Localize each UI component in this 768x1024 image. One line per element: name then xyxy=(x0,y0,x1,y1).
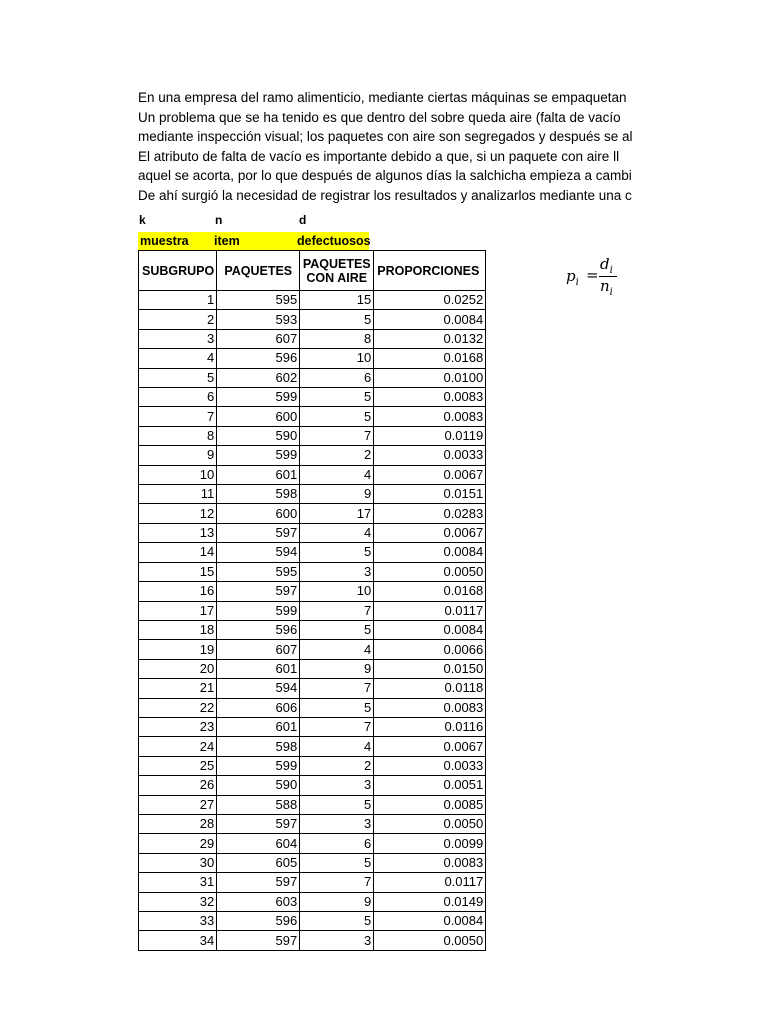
cell-subgrupo: 20 xyxy=(139,659,217,678)
proportion-formula xyxy=(566,255,626,297)
table-row xyxy=(139,698,486,717)
cell-paquetes: 602 xyxy=(217,368,300,387)
cell-paquetes: 596 xyxy=(217,349,300,368)
cell-paquetes-con-aire: 3 xyxy=(300,931,374,950)
cell-proporcion: 0.0168 xyxy=(374,349,486,368)
cell-paquetes: 594 xyxy=(217,679,300,698)
formula-numerator: $d_i$ xyxy=(600,255,613,276)
table-row xyxy=(139,912,486,931)
table-row xyxy=(139,310,486,329)
cell-proporcion: 0.0083 xyxy=(374,698,486,717)
cell-subgrupo: 32 xyxy=(139,892,217,911)
cell-subgrupo: 28 xyxy=(139,814,217,833)
cell-paquetes-con-aire: 2 xyxy=(300,446,374,465)
table-row xyxy=(139,562,486,581)
cell-paquetes-con-aire: 4 xyxy=(300,465,374,484)
cell-proporcion: 0.0149 xyxy=(374,892,486,911)
cell-paquetes-con-aire: 6 xyxy=(300,834,374,853)
cell-proporcion: 0.0283 xyxy=(374,504,486,523)
table-row xyxy=(139,582,486,601)
cell-proporcion: 0.0033 xyxy=(374,756,486,775)
cell-paquetes-con-aire: 3 xyxy=(300,776,374,795)
cell-proporcion: 0.0083 xyxy=(374,407,486,426)
cell-paquetes: 601 xyxy=(217,717,300,736)
table-row xyxy=(139,504,486,523)
cell-paquetes: 597 xyxy=(217,931,300,950)
cell-paquetes-con-aire: 5 xyxy=(300,388,374,407)
cell-paquetes: 599 xyxy=(217,601,300,620)
cell-paquetes-con-aire: 7 xyxy=(300,426,374,445)
cell-proporcion: 0.0100 xyxy=(374,368,486,387)
cell-subgrupo: 21 xyxy=(139,679,217,698)
cell-paquetes: 607 xyxy=(217,329,300,348)
cell-proporcion: 0.0050 xyxy=(374,814,486,833)
cell-paquetes-con-aire: 5 xyxy=(300,853,374,872)
cell-paquetes: 598 xyxy=(217,485,300,504)
cell-paquetes: 600 xyxy=(217,504,300,523)
table-row xyxy=(139,679,486,698)
cell-proporcion: 0.0066 xyxy=(374,640,486,659)
cell-subgrupo: 7 xyxy=(139,407,217,426)
header-paquetes-con-aire: PAQUETES CON AIRE xyxy=(300,251,374,291)
cell-subgrupo: 27 xyxy=(139,795,217,814)
cell-paquetes-con-aire: 4 xyxy=(300,640,374,659)
cell-paquetes-con-aire: 5 xyxy=(300,407,374,426)
cell-paquetes-con-aire: 15 xyxy=(300,291,374,310)
cell-proporcion: 0.0151 xyxy=(374,485,486,504)
cell-paquetes: 599 xyxy=(217,446,300,465)
cell-paquetes: 604 xyxy=(217,834,300,853)
cell-paquetes: 594 xyxy=(217,543,300,562)
cell-paquetes-con-aire: 9 xyxy=(300,659,374,678)
cell-paquetes: 606 xyxy=(217,698,300,717)
cell-proporcion: 0.0050 xyxy=(374,562,486,581)
cell-subgrupo: 1 xyxy=(139,291,217,310)
cell-subgrupo: 2 xyxy=(139,310,217,329)
table-row xyxy=(139,349,486,368)
cell-paquetes: 601 xyxy=(217,659,300,678)
table-row xyxy=(139,485,486,504)
table-row xyxy=(139,446,486,465)
cell-paquetes-con-aire: 7 xyxy=(300,679,374,698)
cell-paquetes-con-aire: 5 xyxy=(300,795,374,814)
cell-paquetes-con-aire: 5 xyxy=(300,543,374,562)
cell-paquetes: 595 xyxy=(217,562,300,581)
cell-paquetes-con-aire: 5 xyxy=(300,698,374,717)
cell-proporcion: 0.0084 xyxy=(374,310,486,329)
table-row xyxy=(139,795,486,814)
data-table xyxy=(138,250,486,951)
table-row xyxy=(139,465,486,484)
table-row xyxy=(139,426,486,445)
formula-lhs: $p_i$ xyxy=(566,267,579,288)
cell-paquetes: 595 xyxy=(217,291,300,310)
intro-line: mediante inspección visual; los paquetes con aire son segregados y después se al xyxy=(138,129,633,144)
cell-paquetes-con-aire: 5 xyxy=(300,310,374,329)
cell-paquetes: 601 xyxy=(217,465,300,484)
table-row xyxy=(139,368,486,387)
table-row xyxy=(139,717,486,736)
cell-paquetes: 597 xyxy=(217,873,300,892)
table-row xyxy=(139,388,486,407)
table-row xyxy=(139,523,486,542)
cell-paquetes: 597 xyxy=(217,582,300,601)
cell-proporcion: 0.0084 xyxy=(374,543,486,562)
table-row xyxy=(139,776,486,795)
cell-proporcion: 0.0067 xyxy=(374,523,486,542)
cell-subgrupo: 25 xyxy=(139,756,217,775)
cell-paquetes: 599 xyxy=(217,756,300,775)
cell-paquetes-con-aire: 8 xyxy=(300,329,374,348)
cell-subgrupo: 14 xyxy=(139,543,217,562)
cell-proporcion: 0.0085 xyxy=(374,795,486,814)
formula-equals: = xyxy=(586,266,599,284)
cell-subgrupo: 19 xyxy=(139,640,217,659)
cell-proporcion: 0.0084 xyxy=(374,912,486,931)
cell-paquetes: 598 xyxy=(217,737,300,756)
table-row xyxy=(139,659,486,678)
table-row xyxy=(139,756,486,775)
letter-n: n xyxy=(215,213,223,227)
cell-subgrupo: 22 xyxy=(139,698,217,717)
table-row xyxy=(139,834,486,853)
cell-paquetes: 590 xyxy=(217,776,300,795)
cell-subgrupo: 31 xyxy=(139,873,217,892)
cell-subgrupo: 29 xyxy=(139,834,217,853)
cell-paquetes-con-aire: 7 xyxy=(300,717,374,736)
cell-subgrupo: 24 xyxy=(139,737,217,756)
cell-subgrupo: 13 xyxy=(139,523,217,542)
table-row xyxy=(139,407,486,426)
cell-proporcion: 0.0083 xyxy=(374,853,486,872)
table-row xyxy=(139,853,486,872)
cell-paquetes-con-aire: 5 xyxy=(300,620,374,639)
header-paquetes: PAQUETES xyxy=(217,251,300,291)
cell-proporcion: 0.0150 xyxy=(374,659,486,678)
cell-subgrupo: 33 xyxy=(139,912,217,931)
cell-paquetes-con-aire: 2 xyxy=(300,756,374,775)
cell-paquetes: 603 xyxy=(217,892,300,911)
cell-paquetes-con-aire: 3 xyxy=(300,562,374,581)
cell-paquetes-con-aire: 5 xyxy=(300,912,374,931)
letter-d: d xyxy=(299,213,307,227)
cell-proporcion: 0.0083 xyxy=(374,388,486,407)
cell-proporcion: 0.0132 xyxy=(374,329,486,348)
cell-paquetes: 597 xyxy=(217,523,300,542)
cell-subgrupo: 12 xyxy=(139,504,217,523)
cell-paquetes: 596 xyxy=(217,912,300,931)
cell-subgrupo: 16 xyxy=(139,582,217,601)
highlighted-labels xyxy=(138,232,369,250)
intro-line: De ahí surgió la necesidad de registrar los resultados y analizarlos mediante una c xyxy=(138,187,632,203)
label-muestra: muestra xyxy=(140,234,189,248)
cell-proporcion: 0.0051 xyxy=(374,776,486,795)
cell-subgrupo: 30 xyxy=(139,853,217,872)
cell-subgrupo: 15 xyxy=(139,562,217,581)
cell-subgrupo: 5 xyxy=(139,368,217,387)
table-row xyxy=(139,931,486,950)
cell-subgrupo: 3 xyxy=(139,329,217,348)
cell-proporcion: 0.0050 xyxy=(374,931,486,950)
table-row xyxy=(139,814,486,833)
cell-paquetes-con-aire: 7 xyxy=(300,601,374,620)
cell-subgrupo: 34 xyxy=(139,931,217,950)
formula-denominator: $n_i$ xyxy=(600,277,613,298)
cell-proporcion: 0.0119 xyxy=(374,426,486,445)
cell-paquetes: 600 xyxy=(217,407,300,426)
table-row xyxy=(139,640,486,659)
cell-subgrupo: 17 xyxy=(139,601,217,620)
cell-paquetes: 590 xyxy=(217,426,300,445)
cell-paquetes: 607 xyxy=(217,640,300,659)
letter-k: k xyxy=(139,213,146,227)
label-defectuosos: defectuosos xyxy=(297,234,371,248)
cell-proporcion: 0.0084 xyxy=(374,620,486,639)
cell-proporcion: 0.0033 xyxy=(374,446,486,465)
intro-line: Un problema que se ha tenido es que dentro del sobre queda aire (falta de vacío xyxy=(138,109,621,125)
table-row xyxy=(139,892,486,911)
header-subgrupo: SUBGRUPO xyxy=(139,251,217,291)
cell-paquetes-con-aire: 9 xyxy=(300,892,374,911)
cell-proporcion: 0.0067 xyxy=(374,737,486,756)
cell-proporcion: 0.0117 xyxy=(374,873,486,892)
cell-paquetes: 605 xyxy=(217,853,300,872)
cell-subgrupo: 26 xyxy=(139,776,217,795)
table-row xyxy=(139,291,486,310)
cell-proporcion: 0.0067 xyxy=(374,465,486,484)
cell-subgrupo: 18 xyxy=(139,620,217,639)
cell-paquetes: 593 xyxy=(217,310,300,329)
cell-proporcion: 0.0118 xyxy=(374,679,486,698)
cell-paquetes: 588 xyxy=(217,795,300,814)
cell-proporcion: 0.0099 xyxy=(374,834,486,853)
header-proporciones: PROPORCIONES xyxy=(374,251,486,291)
cell-proporcion: 0.0168 xyxy=(374,582,486,601)
intro-line: aquel se acorta, por lo que después de algunos días la salchicha empieza a cambi xyxy=(138,168,632,183)
cell-paquetes-con-aire: 7 xyxy=(300,873,374,892)
intro-line: El atributo de falta de vacío es importante debido a que, si un paquete con aire ll xyxy=(138,148,620,164)
cell-paquetes-con-aire: 6 xyxy=(300,368,374,387)
cell-paquetes-con-aire: 3 xyxy=(300,814,374,833)
header-row xyxy=(139,251,486,291)
cell-subgrupo: 4 xyxy=(139,349,217,368)
cell-paquetes-con-aire: 10 xyxy=(300,349,374,368)
cell-subgrupo: 23 xyxy=(139,717,217,736)
cell-paquetes-con-aire: 17 xyxy=(300,504,374,523)
intro-paragraph xyxy=(138,88,635,205)
cell-paquetes: 599 xyxy=(217,388,300,407)
cell-subgrupo: 11 xyxy=(139,485,217,504)
cell-proporcion: 0.0116 xyxy=(374,717,486,736)
table-row xyxy=(139,873,486,892)
table-row xyxy=(139,737,486,756)
cell-paquetes: 596 xyxy=(217,620,300,639)
cell-paquetes-con-aire: 9 xyxy=(300,485,374,504)
cell-proporcion: 0.0252 xyxy=(374,291,486,310)
cell-subgrupo: 8 xyxy=(139,426,217,445)
cell-paquetes-con-aire: 4 xyxy=(300,737,374,756)
table-row xyxy=(139,329,486,348)
cell-subgrupo: 10 xyxy=(139,465,217,484)
cell-paquetes-con-aire: 4 xyxy=(300,523,374,542)
table-row xyxy=(139,543,486,562)
table-row xyxy=(139,601,486,620)
cell-paquetes: 597 xyxy=(217,814,300,833)
table-row xyxy=(139,620,486,639)
label-item: item xyxy=(214,234,240,248)
cell-subgrupo: 6 xyxy=(139,388,217,407)
intro-line: En una empresa del ramo alimenticio, mediante ciertas máquinas se empaquetan xyxy=(138,90,627,105)
cell-paquetes-con-aire: 10 xyxy=(300,582,374,601)
cell-subgrupo: 9 xyxy=(139,446,217,465)
cell-proporcion: 0.0117 xyxy=(374,601,486,620)
